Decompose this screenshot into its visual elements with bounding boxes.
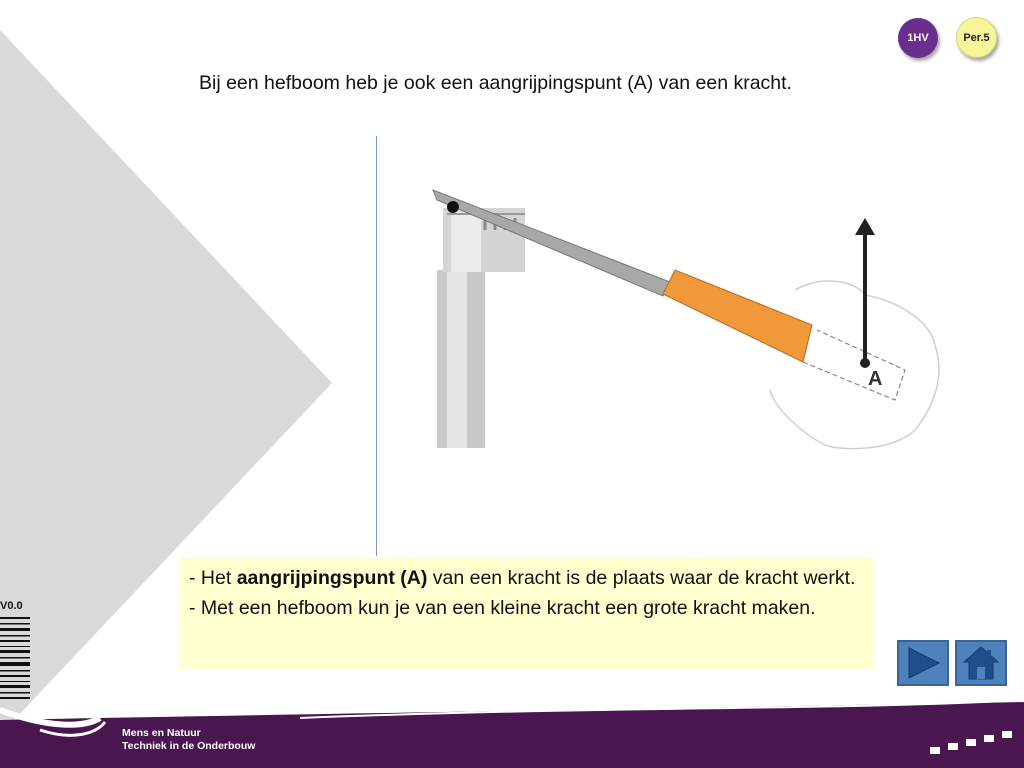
pivot-point bbox=[447, 201, 459, 213]
intro-text: Bij een hefboom heb je ook een aangrijpingspunt (A) van een kracht. bbox=[199, 72, 792, 94]
paint-can bbox=[437, 208, 525, 448]
point-label: A bbox=[868, 368, 883, 390]
explanation-term: aangrijpingspunt (A) bbox=[236, 567, 428, 589]
lever-illustration bbox=[425, 180, 960, 460]
footer-line2: Techniek in de Onderbouw bbox=[122, 740, 256, 752]
home-icon bbox=[962, 645, 1000, 681]
force-arrow-head bbox=[855, 218, 875, 235]
guide-line bbox=[376, 136, 377, 556]
application-point bbox=[860, 358, 870, 368]
footer-line1: Mens en Natuur bbox=[122, 727, 201, 739]
footer-text bbox=[122, 727, 255, 753]
explanation-line1-suffix: van een kracht is de plaats waar de kracht werkt. bbox=[427, 567, 856, 589]
period-badge bbox=[956, 17, 997, 58]
version-label: V0.0 bbox=[0, 600, 23, 612]
explanation-line1-prefix: - Het bbox=[189, 567, 237, 589]
home-button[interactable] bbox=[955, 640, 1007, 686]
level-badge-label: 1HV bbox=[907, 32, 929, 44]
explanation-line2: - Met een hefboom kun je van een kleine kracht een grote kracht maken. bbox=[189, 597, 816, 619]
play-arrow-icon bbox=[905, 646, 941, 680]
screwdriver-handle bbox=[663, 270, 812, 362]
period-badge-label: Per.5 bbox=[963, 31, 990, 44]
next-button[interactable] bbox=[897, 640, 949, 686]
explanation-box bbox=[179, 557, 873, 669]
barcode bbox=[0, 615, 30, 710]
hand-outline bbox=[770, 281, 939, 449]
level-badge bbox=[898, 18, 938, 58]
